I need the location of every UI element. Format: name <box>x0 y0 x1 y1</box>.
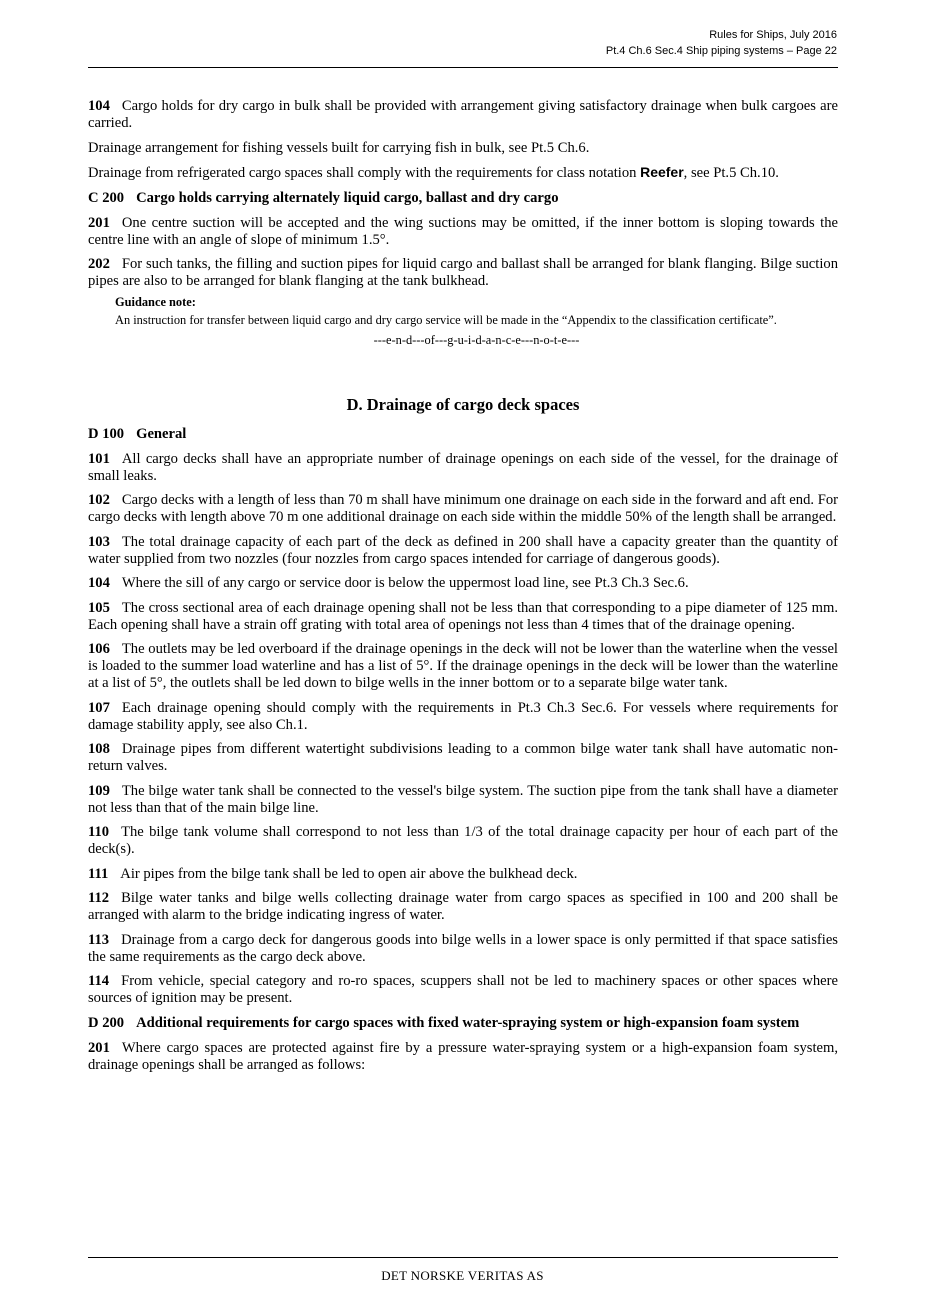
paragraph-text: Drainage pipes from different watertight subdivisions leading to a common bilge water tank shall have automatic non-return valves. <box>88 741 838 774</box>
subsection-code: D 200 <box>88 1014 125 1031</box>
subsection-code: D 100 <box>88 425 125 442</box>
paragraph-number: 113 <box>88 931 110 948</box>
paragraph-d101 <box>88 451 838 485</box>
paragraph-text: All cargo decks shall have an appropriate number of drainage openings on each side of the vessel, for the drainage of small leaks. <box>88 450 838 484</box>
header-location: Pt.4 Ch.6 Sec.4 Ship piping systems – Page 22 <box>605 45 837 57</box>
section-title-d: D. Drainage of cargo deck spaces <box>346 394 580 414</box>
subsection-heading-d100 <box>88 426 838 443</box>
guidance-note-end: ---e-n-d---of---g-u-i-d-a-n-c-e---n-o-t-e--- <box>373 332 580 347</box>
paragraph-d110 <box>88 824 838 858</box>
page-footer <box>0 1268 925 1284</box>
paragraph-number: 112 <box>88 890 110 906</box>
paragraph-d112 <box>88 890 838 924</box>
paragraph-text: Drainage from refrigerated cargo spaces shall comply with the requirements for class notation <box>88 165 641 181</box>
paragraph-text: The outlets may be led overboard if the drainage openings in the deck will not be lower than the waterline when the vessel is loaded to the summer load waterline and has a list of 5°. If the drainage openings in the deck will be lower than the waterline at a list of 5°, the outlets shall be led down to bilge wells in the inner bottom or to a separate bilge water tank. <box>88 641 838 691</box>
paragraph-d108 <box>88 741 838 775</box>
guidance-note <box>115 295 838 348</box>
guidance-note-text: An instruction for transfer between liquid cargo and dry cargo service will be made in the “Appendix to the classification certificate”. <box>115 312 777 327</box>
header-divider <box>88 67 838 68</box>
paragraph-d114 <box>88 973 838 1007</box>
paragraph-number: 107 <box>88 699 110 716</box>
paragraph-text: Each drainage opening should comply with the requirements in Pt.3 Ch.3 Sec.6. For vessels where requirements for damage stability apply, see also Ch.1. <box>88 699 838 733</box>
header-publication: Rules for Ships, July 2016 <box>709 29 837 41</box>
paragraph-d104 <box>88 575 838 592</box>
paragraph-number: 114 <box>88 973 110 989</box>
paragraph-d105 <box>88 600 838 634</box>
paragraph-text: Where cargo spaces are protected against fire by a pressure water-spraying system or a high-expansion foam system, drainage openings shall be arranged as follows: <box>88 1039 838 1073</box>
paragraph-number: 109 <box>88 782 110 799</box>
paragraph-text: Drainage from a cargo deck for dangerous goods into bilge wells in a lower space is only permitted if that space satisfies the same requirements as the cargo deck above. <box>88 931 838 965</box>
subsection-title: General <box>136 425 187 442</box>
paragraph-text: , see Pt.5 Ch.10. <box>683 165 779 181</box>
subsection-title: Additional requirements for cargo spaces with fixed water-spraying system or high-expansion foam system <box>136 1014 800 1031</box>
paragraph-c104 <box>88 98 838 132</box>
subsection-title: Cargo holds carrying alternately liquid cargo, ballast and dry cargo <box>136 189 559 206</box>
paragraph-number: 106 <box>88 641 110 657</box>
page-header <box>606 27 837 59</box>
paragraph-c201 <box>88 215 838 249</box>
paragraph-number: 105 <box>88 599 110 616</box>
subsection-heading-c200 <box>88 190 838 207</box>
paragraph-fishing-vessels: Drainage arrangement for fishing vessels built for carrying fish in bulk, see Pt.5 Ch.6. <box>88 139 590 156</box>
paragraph-number: 108 <box>88 741 110 757</box>
document-body <box>88 98 838 1081</box>
paragraph-text: Bilge water tanks and bilge wells collecting drainage water from cargo spaces as specified in 100 and 200 shall be arranged with alarm to the bridge indicating ingress of water. <box>88 890 838 923</box>
paragraph-number: 104 <box>88 575 110 591</box>
paragraph-text: For such tanks, the filling and suction pipes for liquid cargo and ballast shall be arranged for blank flanging. Bilge suction pipes are also to be arranged for blank flanging at the tank bulkhead. <box>88 256 838 289</box>
paragraph-text: Where the sill of any cargo or service door is below the uppermost load line, see Pt.3 Ch.3 Sec.6. <box>121 575 689 591</box>
class-notation-reefer: Reefer <box>640 164 684 180</box>
paragraph-reefer <box>88 164 838 182</box>
paragraph-d106 <box>88 641 838 692</box>
guidance-note-title: Guidance note: <box>115 294 196 309</box>
paragraph-text: Air pipes from the bilge tank shall be led to open air above the bulkhead deck. <box>120 865 578 882</box>
paragraph-text: From vehicle, special category and ro-ro spaces, scuppers shall not be led to machinery spaces or other spaces where sources of ignition may be present. <box>88 973 838 1006</box>
subsection-heading-d200 <box>88 1015 838 1032</box>
paragraph-number: 101 <box>88 450 110 467</box>
paragraph-d113 <box>88 932 838 966</box>
paragraph-d107 <box>88 700 838 734</box>
paragraph-number: 110 <box>88 824 110 840</box>
paragraph-number: 201 <box>88 214 110 231</box>
paragraph-d102 <box>88 492 838 526</box>
paragraph-text: The bilge tank volume shall correspond to not less than 1/3 of the total drainage capacity per hour of each part of the deck(s). <box>88 824 838 857</box>
paragraph-d111 <box>88 866 838 883</box>
footer-divider <box>88 1257 838 1258</box>
paragraph-number: 103 <box>88 533 110 550</box>
paragraph-number: 201 <box>88 1039 110 1056</box>
paragraph-text: The cross sectional area of each drainage opening shall not be less than that corresponding to a pipe diameter of 125 mm. Each opening shall have a strain off grating with total area of openings not less than 4 times that of the drainage opening. <box>88 599 838 633</box>
paragraph-number: 111 <box>88 865 109 882</box>
paragraph-text: The total drainage capacity of each part of the deck as defined in 200 shall have a capacity greater than the quantity of water supplied from two nozzles (four nozzles from cargo spaces intended for carriage of dangerous goods). <box>88 533 838 567</box>
paragraph-d103 <box>88 534 838 568</box>
paragraph-c202 <box>88 256 838 290</box>
paragraph-text: The bilge water tank shall be connected to the vessel's bilge system. The suction pipe from the tank shall have a diameter not less than that of the main bilge line. <box>88 782 838 816</box>
paragraph-d201 <box>88 1040 838 1074</box>
paragraph-number: 102 <box>88 492 110 508</box>
paragraph-text: One centre suction will be accepted and the wing suctions may be omitted, if the inner bottom is sloping towards the centre line with an angle of slope of minimum 1.5°. <box>88 214 838 248</box>
paragraph-number: 104 <box>88 98 110 114</box>
subsection-code: C 200 <box>88 189 125 206</box>
footer-publisher: DET NORSKE VERITAS AS <box>381 1268 544 1283</box>
paragraph-d109 <box>88 783 838 817</box>
paragraph-number: 202 <box>88 256 110 272</box>
paragraph-text: Cargo holds for dry cargo in bulk shall be provided with arrangement giving satisfactory drainage when bulk cargoes are carried. <box>88 98 838 131</box>
paragraph-text: Cargo decks with a length of less than 70 m shall have minimum one drainage on each side in the forward and aft end. For cargo decks with length above 70 m one additional drainage on each side within the middle 50% of the length shall be arranged. <box>88 492 838 525</box>
